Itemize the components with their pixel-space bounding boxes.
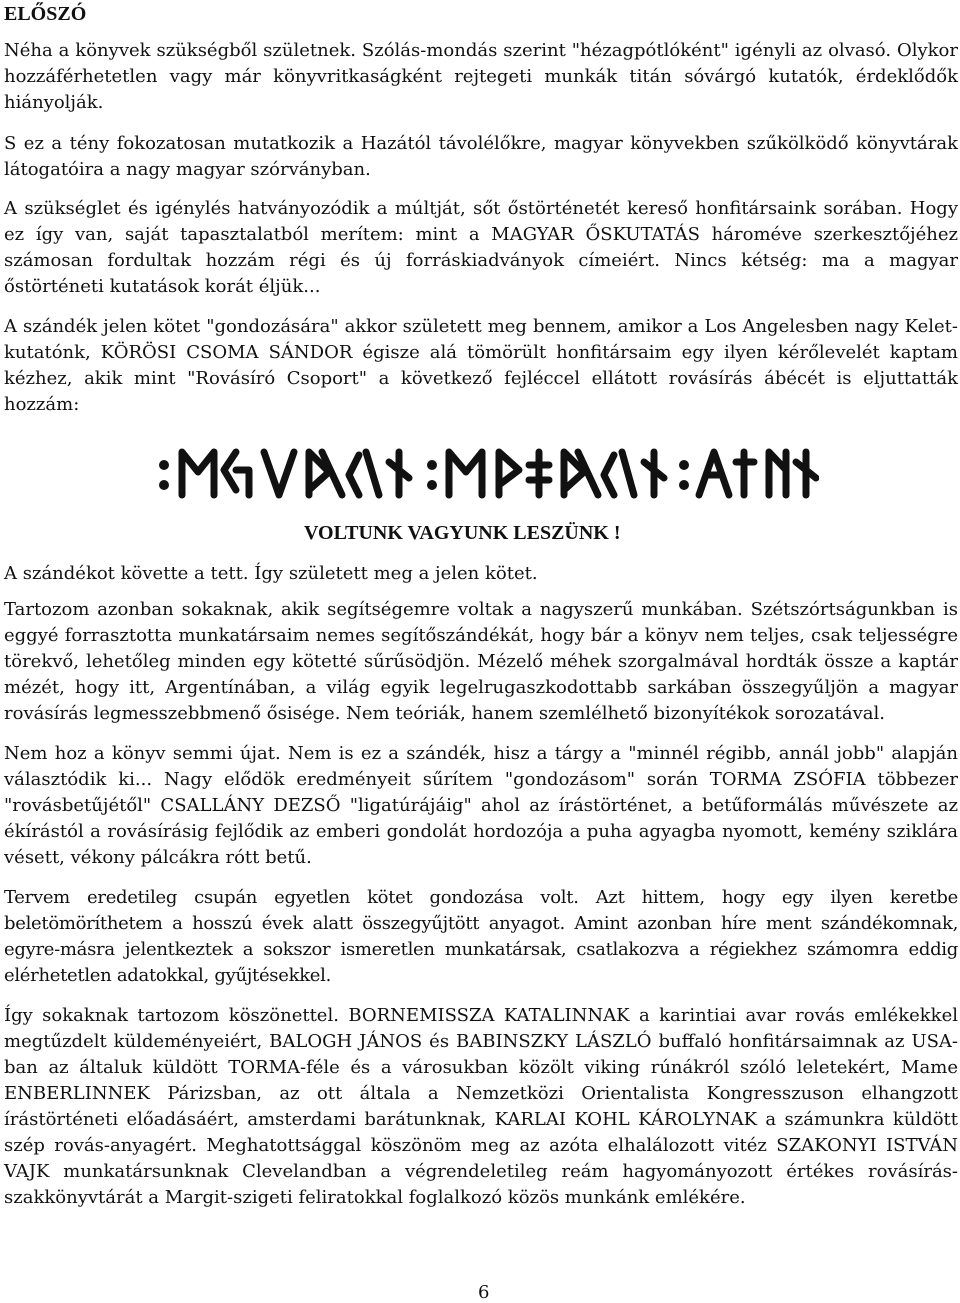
paragraph-plan: Tervem eredetileg csupán egyetlen kötet gondozása volt. Azt hittem, hogy egy ilyen keretbe beletömöríthetem a hosszú évek alatt összegyűjtött anyagot. Amint azonban híre ment szándékomnak, egyre-másra jelentkeztek a sokszor ismeretlen munkatársak, csatlakozva a régiekhez számomra eddig elérhetetlen adatokkal, gyűjtésekkel. xyxy=(4,887,958,986)
page-heading: ELŐSZÓ xyxy=(4,3,87,25)
paragraph-nothing-new: Nem hoz a könyv semmi újat. Nem is ez a szándék, hisz a tárgy a "minnél régibb, annál jobb" alapján választódik ki... Nagy elődök eredményeit sűrítem "gondozásom" során TORMA ZSÓFIA többezer "rovásbetűjétől" CSALLÁNY DEZSŐ "ligatúrájáig" ahol az írástörténet, a betűformálás művészete az ékírástól a rovásírásig fejlődik az emberi gondolát hordozója a puha agyagba nyomott, kemény sziklára vésett, vékony pálcákra rótt betű. xyxy=(4,743,958,868)
motto-text: VOLTUNK VAGYUNK LESZÜNK ! xyxy=(304,522,621,544)
rune-header-graphic xyxy=(154,440,819,506)
rovas-alphabet-banner-image xyxy=(154,440,819,506)
paragraph-intro: Néha a könyvek szükségből születnek. Szólás-mondás szerint "hézagpótlóként" igényli az olvasó. Olykor hozzáférhetetlen vagy már könyvritkaságként rejtegeti munkák titán sóvárgó kutatók, érdeklődők hiányolják. xyxy=(4,40,958,113)
paragraph-acknowledgements: Így sokaknak tartozom köszönettel. BORNEMISSZA KATALINNAK a karintiai avar rovás emlékekkel megtűzdelt küldeményeiért, BALOGH JÁNOS és BABINSZKY LÁSZLÓ buffaló honfitársaimnak az USA-ban az általuk küldött TORMA-féle és a városukban közölt viking rúnákról szóló leletekért, Mame ENBERLINNEK Párizsban, az ott általa a Nemzetközi Orientalista Kongresszuson elhangzott írástörténeti előadásáért, amsterdami barátunknak, KARLAI KOHL KÁROLYNAK a számunkra küldött szép rovás-anyagért. Meghatottsággal köszönöm meg az azóta elhalálozott vitéz SZAKONYI ISTVÁN VAJK munkatársunknak Clevelandban a végrendeletileg reám hagyományozott értékes rovásírás-szakkönyvtárát a Margit-szigeti feliratokkal foglalkozó közös munkánk emlékére. xyxy=(4,1005,958,1208)
paragraph-deed: A szándékot követte a tett. Így született meg a jelen kötet. xyxy=(4,563,538,584)
paragraph-thanks-collaborators: Tartozom azonban sokaknak, akik segítségemre voltak a nagyszerű munkában. Szétszórtságunkban is eggyé forrasztotta munkatársaim nemes segítőszándékát, hogy bár a könyv nem teljes, csak teljességre törekvő, lehetőleg minden egy kötetté sűrűsödjön. Mézelő méhek szorgalmával hordták össze a kaptár mézét, hogy itt, Argentínában, a világ egyik legelrugaszkodottabb sarkában összegyűljön a magyar rovásírás legmesszebbmenő ősisége. Nem teóriák, hanem szemlélhető bizonyítékok sorozatával. xyxy=(4,599,958,724)
paragraph-need: A szükséglet és igénylés hatványozódik a múltját, sőt őstörténetét kereső honfitársaink sorában. Hogy ez így van, saját tapasztalatból merítem: mint a MAGYAR ŐSKUTATÁS hároméve szerkesztőjéhez számosan fordultak hozzám régi és új forráskiadványok címeiért. Nincs kétség: ma a magyar őstörténeti kutatások korát éljük... xyxy=(4,198,958,297)
page-number: 6 xyxy=(478,1282,490,1303)
paragraph-intention: A szándék jelen kötet "gondozására" akkor született meg bennem, amikor a Los Angelesben nagy Kelet-kutatónk, KÖRÖSI CSOMA SÁNDOR égisze alá tömörült honfitársaim egy ilyen kérőlevelét kaptam kézhez, akik mint "Rovásíró Csoport" a következő fejléccel ellátott rovásírás ábécét is eljuttatták hozzám: xyxy=(4,316,958,415)
paragraph-diaspora: S ez a tény fokozatosan mutatkozik a Hazától távolélőkre, magyar könyvekben szűkölködő könyvtárak látogatóira a nagy magyar szórványban. xyxy=(4,133,958,180)
